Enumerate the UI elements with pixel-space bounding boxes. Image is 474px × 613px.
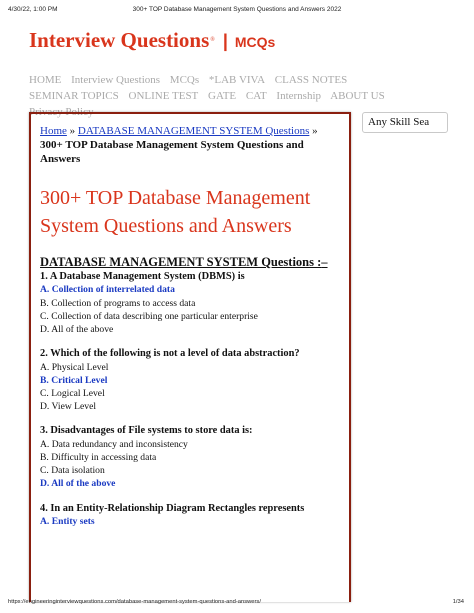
- breadcrumb-home[interactable]: Home: [40, 125, 67, 137]
- section-heading-text: DATABASE MANAGEMENT SYSTEM Questions :: [40, 255, 322, 269]
- breadcrumb-current: 300+ TOP Database Management System Questions and Answers: [40, 139, 304, 165]
- article-body: [40, 254, 345, 528]
- nav-item-lab-viva[interactable]: *LAB VIVA: [208, 74, 266, 86]
- question-3: 3. Disadvantages of File systems to store data is:: [40, 425, 253, 437]
- print-url: https://engineeringinterviewquestions.com/database-management-system-questions-and-answers/: [8, 599, 261, 605]
- print-footer: [0, 597, 474, 611]
- option-3b: B. Difficulty in accessing data: [40, 452, 157, 464]
- nav-item-seminar-topics[interactable]: SEMINAR TOPICS: [29, 90, 119, 102]
- logo-name: Interview Questions: [29, 28, 210, 52]
- nav-item-internship[interactable]: Internship: [276, 90, 322, 102]
- option-3d: D. All of the above: [40, 478, 116, 490]
- article-card: [29, 112, 351, 602]
- breadcrumb: [40, 124, 340, 166]
- search-input[interactable]: Any Skill Sea: [362, 112, 448, 133]
- option-1a: A. Collection of interrelated data: [40, 284, 175, 296]
- question-1: 1. A Database Management System (DBMS) is: [40, 271, 245, 282]
- page-title: 300+ TOP Database Management System Questions and Answers: [40, 187, 311, 237]
- nav-item-class-notes[interactable]: CLASS NOTES: [274, 74, 348, 86]
- option-2d: D. View Level: [40, 401, 96, 413]
- nav-item-interview-questions[interactable]: Interview Questions: [71, 74, 161, 86]
- option-1c: C. Collection of data describing one particular enterprise: [40, 310, 258, 322]
- breadcrumb-separator: »: [66, 125, 78, 137]
- section-heading-suffix: –: [321, 255, 328, 269]
- option-2b: B. Critical Level: [40, 374, 108, 386]
- nav-item-gate[interactable]: GATE: [208, 90, 237, 102]
- breadcrumb-category[interactable]: DATABASE MANAGEMENT SYSTEM Questions: [77, 125, 310, 137]
- section-heading: [40, 254, 345, 270]
- print-doc-title: 300+ TOP Database Management System Questions and Answers 2022: [132, 6, 342, 13]
- option-4a: A. Entity sets: [40, 516, 95, 528]
- question-2: 2. Which of the following is not a level of data abstraction?: [40, 348, 300, 360]
- nav-item-mcqs[interactable]: MCQs: [169, 74, 200, 86]
- option-3a: A. Data redundancy and inconsistency: [40, 438, 188, 450]
- option-1d: D. All of the above: [40, 324, 114, 336]
- print-page-number: 1/34: [452, 599, 464, 605]
- option-3c: C. Data isolation: [40, 465, 105, 477]
- option-1b: B. Collection of programs to access data: [40, 297, 196, 309]
- option-2c: C. Logical Level: [40, 388, 105, 400]
- breadcrumb-separator: »: [309, 125, 318, 137]
- question-4: 4. In an Entity-Relationship Diagram Rectangles represents: [40, 502, 305, 514]
- spacer: [40, 413, 345, 424]
- print-datetime: 4/30/22, 1:00 PM: [8, 6, 58, 13]
- nav-item-about-us[interactable]: ABOUT US: [330, 90, 385, 102]
- logo-subtitle: MCQs: [234, 34, 276, 50]
- logo-trademark: ®: [210, 36, 215, 43]
- spacer: [40, 336, 345, 347]
- nav-item-online-test[interactable]: ONLINE TEST: [128, 90, 199, 102]
- nav-item-privacy-policy[interactable]: Privacy Policy: [29, 106, 94, 118]
- nav-item-home[interactable]: HOME: [29, 74, 62, 86]
- option-2a: A. Physical Level: [40, 361, 109, 373]
- nav-item-cat[interactable]: CAT: [245, 90, 267, 102]
- site-logo[interactable]: [29, 28, 275, 56]
- spacer: [40, 491, 345, 502]
- print-header: [0, 0, 474, 16]
- logo-separator: |: [222, 31, 228, 51]
